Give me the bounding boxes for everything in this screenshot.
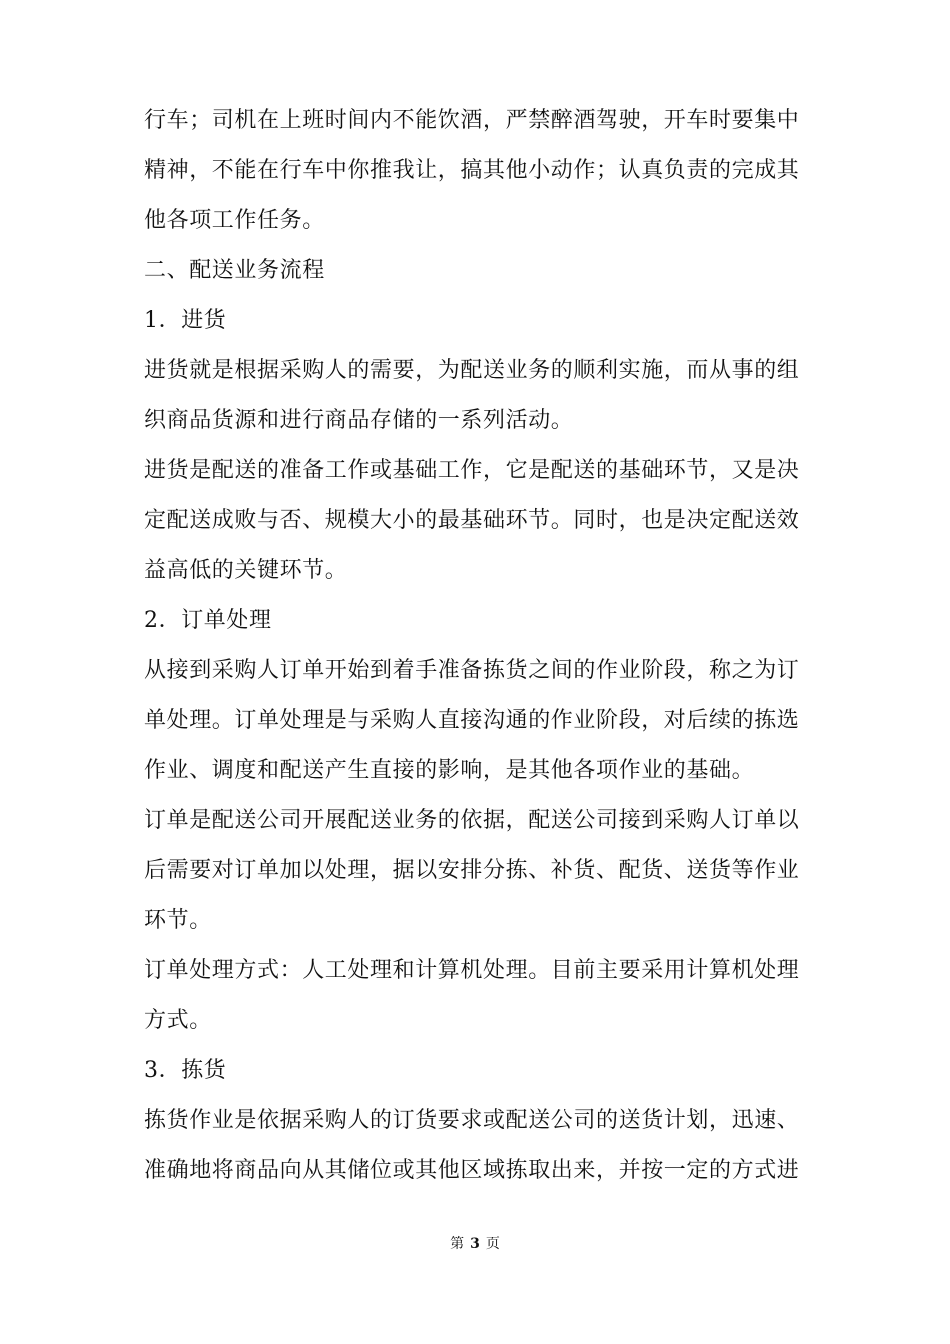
text-line: 他各项工作任务。 — [144, 208, 325, 233]
subsection-heading: 1．进货 — [144, 308, 227, 333]
text-line: 作业、调度和配送产生直接的影响，是其他各项作业的基础。 — [144, 758, 755, 783]
text-line: 定配送成败与否、规模大小的最基础环节。同时，也是决定配送效 — [144, 508, 800, 533]
text-line: 精神，不能在行车中你推我让，搞其他小动作；认真负责的完成其 — [144, 158, 800, 183]
page-label-prefix: 第 — [450, 1236, 465, 1252]
text-line: 拣货作业是依据采购人的订货要求或配送公司的送货计划，迅速、 — [144, 1108, 800, 1133]
text-line: 方式。 — [144, 1008, 212, 1033]
text-line: 订单处理方式：人工处理和计算机处理。目前主要采用计算机处理 — [144, 958, 800, 983]
text-line: 单处理。订单处理是与采购人直接沟通的作业阶段，对后续的拣选 — [144, 708, 800, 733]
text-line: 订单是配送公司开展配送业务的依据，配送公司接到采购人订单以 — [144, 808, 800, 833]
page-label-suffix: 页 — [485, 1236, 500, 1252]
text-line: 进货就是根据采购人的需要，为配送业务的顺利实施，而从事的组 — [144, 358, 800, 383]
text-line: 织商品货源和进行商品存储的一系列活动。 — [144, 408, 574, 433]
text-line: 进货是配送的准备工作或基础工作，它是配送的基础环节，又是决 — [144, 458, 800, 483]
section-heading: 二、配送业务流程 — [144, 258, 325, 283]
body-text — [144, 96, 804, 1196]
text-line: 行车；司机在上班时间内不能饮酒，严禁醉酒驾驶，开车时要集中 — [144, 108, 800, 133]
page-number: 3 — [470, 1236, 480, 1252]
text-line: 益高低的关键环节。 — [144, 558, 348, 583]
text-line: 后需要对订单加以处理，据以安排分拣、补货、配货、送货等作业 — [144, 858, 800, 883]
subsection-heading: 2．订单处理 — [144, 608, 272, 633]
page-footer — [0, 1232, 950, 1256]
subsection-heading: 3．拣货 — [144, 1058, 227, 1083]
text-line: 环节。 — [144, 908, 212, 933]
text-line: 准确地将商品向从其储位或其他区域拣取出来，并按一定的方式进 — [144, 1158, 800, 1183]
text-line: 从接到采购人订单开始到着手准备拣货之间的作业阶段，称之为订 — [144, 658, 800, 683]
